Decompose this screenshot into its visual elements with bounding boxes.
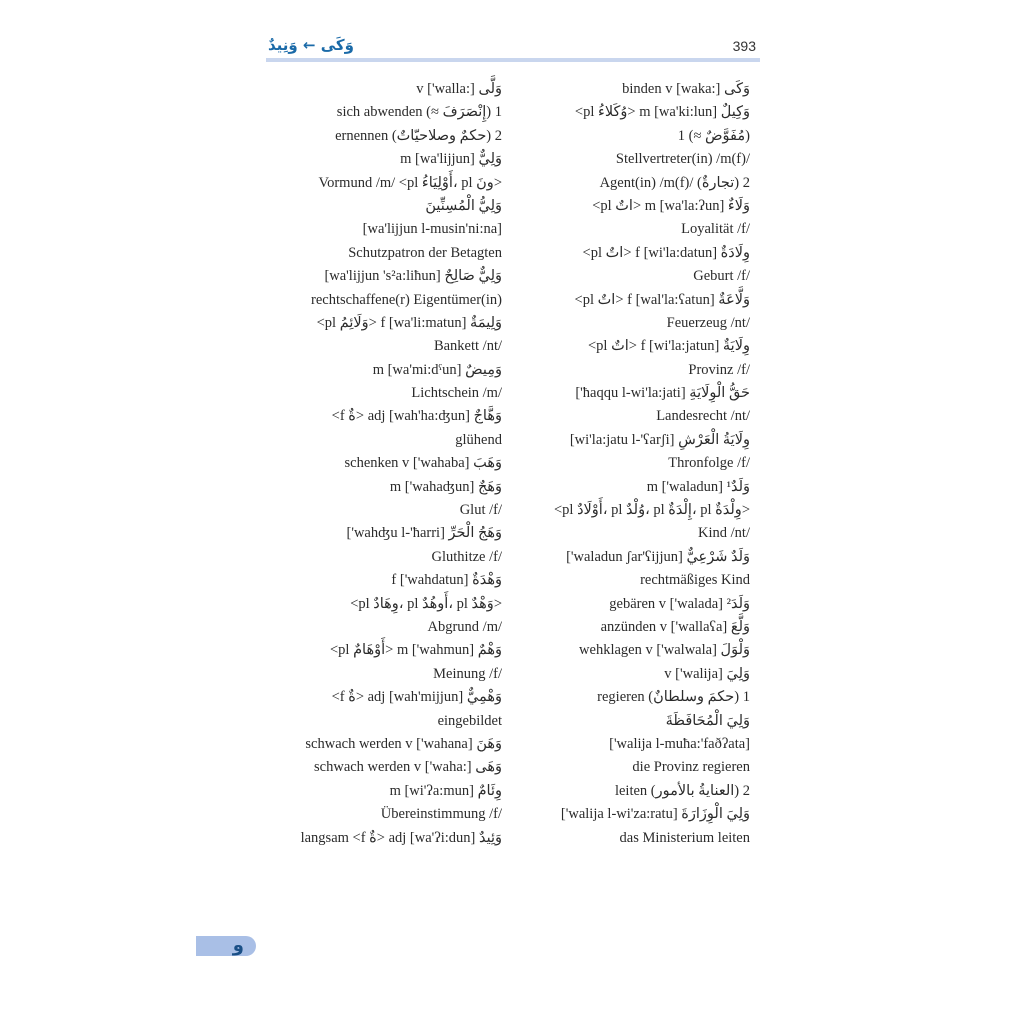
dictionary-line: binden v [waka:] وَكَى [622,81,750,97]
dictionary-line: <pl وِهَادٌ، pl أَوهُدٌ، pl وَهْدٌ> [350,595,502,612]
dictionary-line: wehklagen v ['walwala] وَلْوَلَ [579,642,750,659]
dictionary-line: m [wi'ʔa:mun] وِئَامٌ [389,782,502,799]
dictionary-line: m [wa'lijjun] وَلِيٌّ [400,151,502,168]
dictionary-line: ['ħaqqu l-wi'la:jati] حَقُّ الْوِلَايَةِ [575,385,750,402]
dictionary-line: Bankett /nt/ [433,338,502,355]
header-rule [266,58,760,62]
dictionary-line: ['walija l-muħa:'faðʔata] [609,735,750,752]
dictionary-line: anzünden v ['wallaʕa] وَلَّعَ [600,618,750,635]
dictionary-line: Stellvertreter(in) /m(f)/ [615,151,750,168]
dictionary-line: langsam <f ةٌ> adj [wa'ʔi:dun] وَئِيدٌ [300,829,502,846]
thumb-index-tab: و [196,936,256,956]
dictionary-line: Abgrund /m/ [427,618,502,635]
dictionary-line: v ['walija] وَلِيَ [664,665,750,682]
dictionary-line: <f ةٌ> adj [wah'mijjun] وَهْمِيٌّ [331,689,502,706]
dictionary-line: m ['waladun] وَلَدٌ¹ [646,478,750,495]
dictionary-line: Geburt /f/ [693,268,750,285]
dictionary-line: regieren (حكمَ وسلطانٌ) 1 [597,689,750,706]
running-header [266,36,758,58]
dictionary-line: <pl وَلَائِمُ> f [wa'li:matun] وَلِيمَةٌ [316,314,502,331]
dictionary-line: eingebildet [437,712,502,729]
dictionary-line: v ['walla:] وَلَّى [416,81,502,97]
dictionary-line: [wa'lijjun l-musin'ni:na] [362,221,502,238]
dictionary-line: <pl اتٌ> f [wal'la:ʕatun] وَلَّاعَةٌ [574,291,750,308]
dictionary-line: Loyalität /f/ [681,221,750,238]
dictionary-line: leiten (العنايةُ بالأمور) 2 [614,782,750,799]
dictionary-line: Lichtschein /m/ [411,385,502,402]
dictionary-line: schwach werden v ['waha:] وَهَى [314,759,502,776]
dictionary-line: وَلِيَ الْمُحَافَظَةَ [665,712,750,729]
dictionary-line: Vormund /m/ <pl أَوْلِيَاءُ، pl ونَ> [318,174,502,191]
dictionary-line: ernennen (حكمٌ وصلاحيّاتٌ) 2 [335,127,502,144]
dictionary-line: Thronfolge /f/ [668,455,750,472]
dictionary-line: <f ةٌ> adj [wah'ha:ʤun] وَهَّاجٌ [331,408,502,425]
dictionary-line: [wi'la:jatu l-'ʕarʃi] وِلَايَةُ الْعَرْشِ [569,431,750,448]
left-column [262,78,502,850]
dictionary-line: ['walija l-wi'za:ratu] وَلِيَ الْوِزَارَةَ [560,806,750,823]
right-column [510,78,750,850]
dictionary-line: schwach werden v ['wahana] وَهَنَ [305,735,502,752]
dictionary-line: schenken v ['wahaba] وَهَبَ [344,455,502,472]
dictionary-line: Landesrecht /nt/ [656,408,750,425]
dictionary-line: Gluthitze /f/ [431,548,502,565]
dictionary-line: Kind /nt/ [698,525,750,542]
dictionary-line: rechtmäßiges Kind [640,572,750,589]
dictionary-line: <pl أَوْهَامٌ> m ['wahmun] وَهْمٌ [329,642,502,659]
dictionary-line: <pl اتٌ> m [wa'la:ʔun] وَلَاءٌ [592,197,750,214]
dictionary-line: وَلِيُّ الْمُسِنِّينَ [425,197,502,214]
dictionary-line: Feuerzeug /nt/ [666,314,750,331]
dictionary-line: m ['wahaʤun] وَهَجٌ [389,478,502,495]
dictionary-line: Agent(in) /m(f)/ (تجارةٌ) 2 [599,174,750,191]
dictionary-line: <pl وُكَلاءُ> m [wa'ki:lun] وَكِيلٌ [574,104,750,121]
dictionary-line: Provinz /f/ [688,361,750,378]
dictionary-line: m [wa'mi:dˤun] وَمِيضٌ [372,361,502,378]
dictionary-line: ['waladun ʃar'ʕijjun] وَلَدٌ شَرْعِيٌّ [566,548,750,565]
dictionary-line: Schutzpatron der Betagten [348,244,502,261]
dictionary-line: <pl اتٌ> f [wi'la:jatun] وِلَايَةٌ [587,338,750,355]
dictionary-line: [wa'lijjun 's²a:liħun] وَلِيٌّ صَالِحٌ [324,268,502,285]
dictionary-line: glühend [455,431,502,448]
dictionary-line: sich abwenden (≈ إِنْصَرَفَ) 1 [336,104,502,121]
dictionary-line: Glut /f/ [459,502,502,519]
dictionary-line: ['wahʤu l-'ħarri] وَهَجُ الْحَرِّ [346,525,502,542]
header-entry-range: وَكَى ← وَنِيدٌ [268,36,354,54]
dictionary-line: Meinung /f/ [433,665,502,682]
dictionary-line: rechtschaffene(r) Eigentümer(in) [311,291,502,308]
dictionary-line: 1 (≈ مُفَوَّضٌ) [677,127,750,144]
dictionary-line: <pl أَوْلَادٌ، pl وُلْدٌ، pl إِلْدَةٌ، pl وِلْدَةٌ> [553,502,750,519]
page-number: 393 [732,38,756,54]
dictionary-line: die Provinz regieren [632,759,750,776]
dictionary-line: f ['wahdatun] وَهْدَةٌ [391,572,502,589]
dictionary-line: das Ministerium leiten [619,829,750,846]
dictionary-line: gebären v ['walada] وَلَدَ² [609,595,750,612]
dictionary-line: Übereinstimmung /f/ [380,806,502,823]
dictionary-line: <pl اتٌ> f [wi'la:datun] وِلَادَةٌ [582,244,750,261]
